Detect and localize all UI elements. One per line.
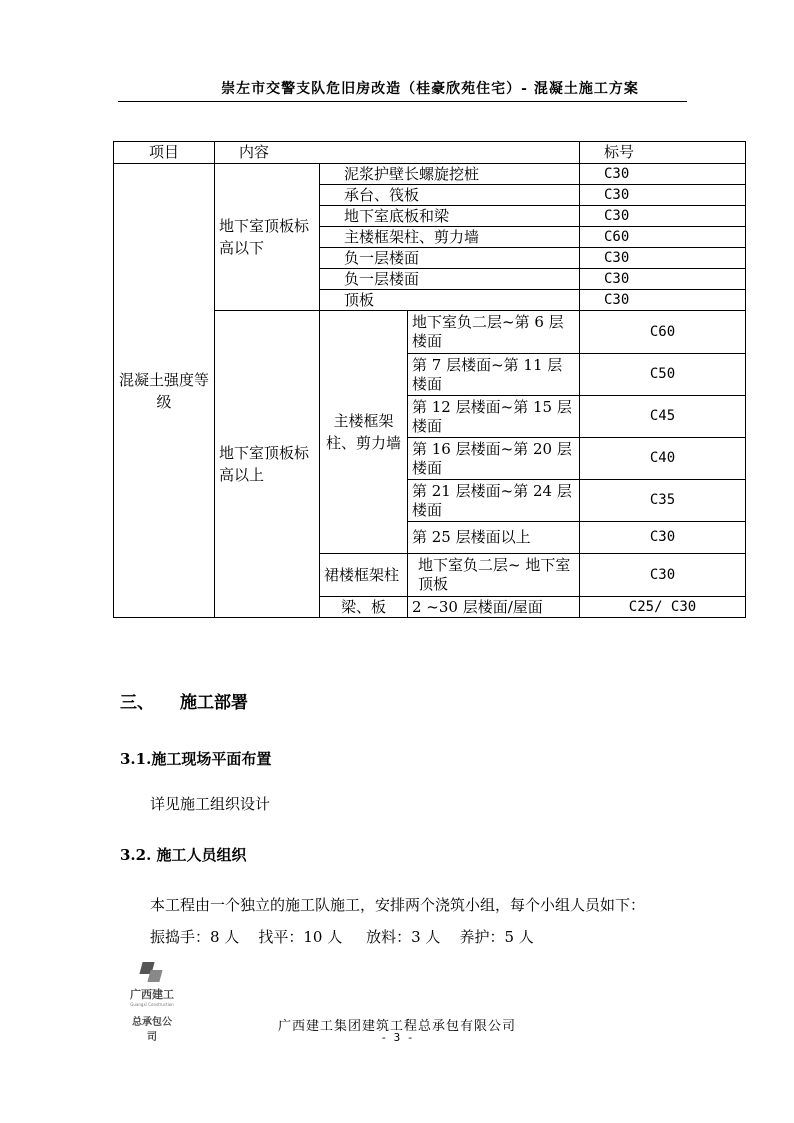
row-content: 泥浆护壁长螺旋挖桩 [320, 164, 580, 185]
row-content: 第 12 层楼面~第 15 层楼面 [408, 396, 580, 438]
row-grade: C30 [580, 522, 746, 554]
row-content: 地下室负二层~第 6 层楼面 [408, 311, 580, 354]
row-grade: C35 [580, 480, 746, 522]
footer-company: 广西建工集团建筑工程总承包有限公司 [277, 1019, 516, 1034]
table-header-row [114, 142, 746, 164]
subsection-text-3-1: 详见施工组织设计 [150, 795, 271, 813]
podium-label: 裙楼框架柱 [320, 554, 408, 597]
section-title [120, 688, 248, 713]
concrete-grade-table [113, 141, 746, 618]
row-grade: C30 [580, 206, 746, 227]
header-title: 崇左市交警支队危旧房改造（桂豪欣苑住宅）- 混凝土施工方案 [221, 81, 639, 97]
row-grade: C30 [580, 248, 746, 269]
subsection-title-3-2: 3.2. 施工人员组织 [120, 846, 247, 864]
row-grade: C60 [580, 311, 746, 354]
header-rule [118, 101, 687, 102]
below-label: 地下室顶板标高以下 [219, 217, 310, 257]
header-content: 内容 [215, 142, 580, 164]
row-grade: C40 [580, 438, 746, 480]
row-grade: C60 [580, 227, 746, 248]
logo-name: 广西建工 [130, 988, 174, 1001]
row-content: 第 7 层楼面~第 11 层楼面 [408, 354, 580, 396]
subsection-text-3-2: 本工程由一个独立的施工队施工，安排两个浇筑小组，每个小组人员如下： [150, 896, 646, 914]
row-grade: C30 [580, 164, 746, 185]
beam-content: 2 ~30 层楼面/屋面 [408, 597, 580, 618]
row-content: 第 25 层楼面以上 [408, 522, 580, 554]
row-content: 第 16 层楼面~第 20 层楼面 [408, 438, 580, 480]
category-cell [114, 164, 215, 618]
page-number: - 3 - [380, 1031, 414, 1044]
below-label-cell [215, 164, 320, 311]
beam-grade: C25/ C30 [580, 597, 746, 618]
row-content: 地下室底板和梁 [320, 206, 580, 227]
staff-line: 振捣手：8 人 找平：10 人 放料：3 人 养护：5 人 [150, 928, 534, 946]
podium-grade: C30 [580, 554, 746, 597]
row-grade: C50 [580, 354, 746, 396]
header-item: 项目 [114, 142, 215, 164]
row-content: 第 21 层楼面~第 24 层楼面 [408, 480, 580, 522]
beam-label: 梁、板 [320, 597, 408, 618]
above-label: 地下室顶板标高以上 [219, 444, 310, 484]
logo-en: Guangxi Construction [130, 1002, 174, 1007]
row-grade: C30 [580, 290, 746, 311]
company-logo [130, 962, 174, 1043]
table-row [114, 164, 746, 185]
subsection-title-3-1: 3.1.施工现场平面布置 [120, 750, 272, 768]
main-label-cell [320, 311, 408, 554]
logo-sub: 总承包公司 [132, 1017, 172, 1043]
logo-mark-icon [141, 962, 163, 984]
header-grade: 标号 [580, 142, 746, 164]
row-grade: C30 [580, 269, 746, 290]
row-grade: C30 [580, 185, 746, 206]
row-content: 承台、筏板 [320, 185, 580, 206]
section-name: 施工部署 [180, 693, 248, 713]
section-number: 三、 [120, 693, 154, 713]
row-content: 负一层楼面 [320, 248, 580, 269]
row-content: 顶板 [320, 290, 580, 311]
podium-content: 地下室负二层~ 地下室顶板 [408, 554, 580, 597]
row-grade: C45 [580, 396, 746, 438]
above-label-cell [215, 311, 320, 618]
category-label: 混凝土强度等级 [118, 370, 209, 411]
row-content: 主楼框架柱、剪力墙 [320, 227, 580, 248]
row-content: 负一层楼面 [320, 269, 580, 290]
main-label: 主楼框架柱、剪力墙 [325, 412, 401, 452]
